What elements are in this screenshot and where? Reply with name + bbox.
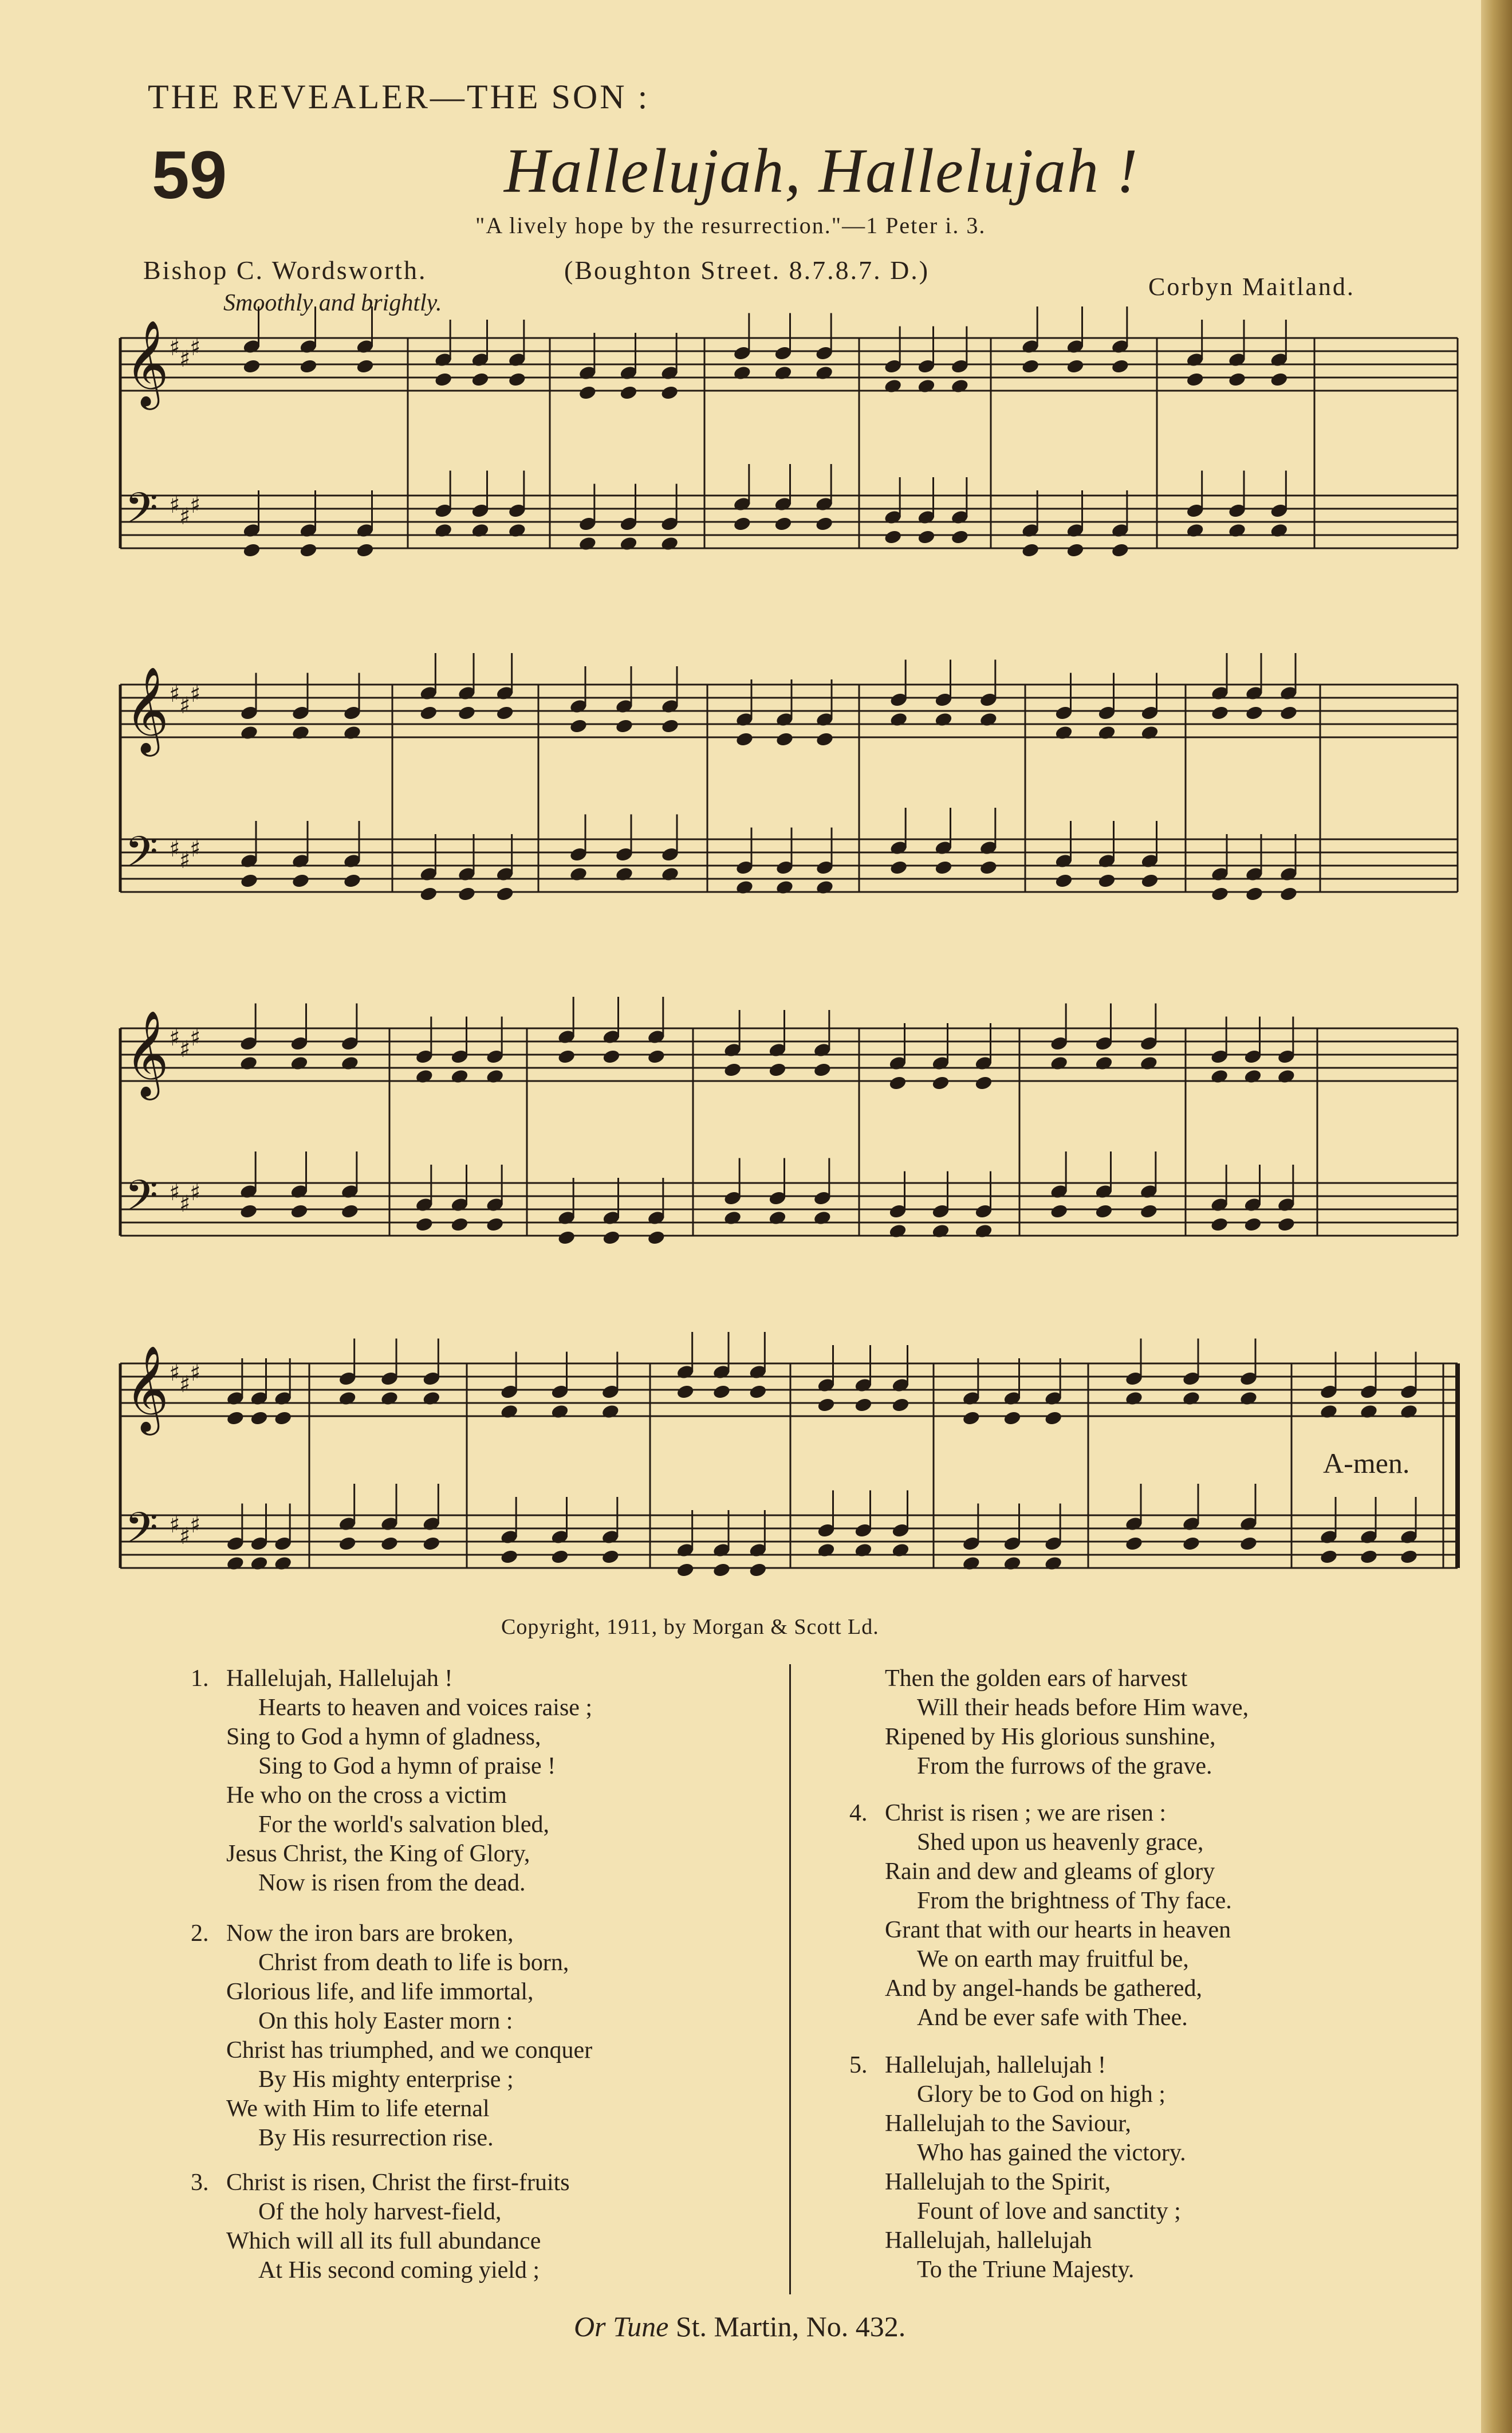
- sharp-icon: ♯: [169, 681, 180, 708]
- note-head: [723, 1062, 742, 1078]
- bass-clef-icon: 𝄢: [125, 1171, 158, 1231]
- sharp-icon: ♯: [179, 346, 191, 372]
- sharp-icon: ♯: [179, 847, 191, 874]
- verse-number: 5.: [849, 2052, 868, 2078]
- verse-line: Now is risen from the dead.: [258, 1870, 526, 1896]
- section-title: THE REVEALER—THE SON :: [148, 78, 650, 116]
- sharp-icon: ♯: [190, 1025, 201, 1051]
- note-head: [602, 1048, 621, 1064]
- note-head: [619, 384, 638, 400]
- note-head: [239, 1055, 258, 1071]
- tune-name: (Boughton Street. 8.7.8.7. D.): [564, 256, 930, 285]
- note-head: [1003, 1555, 1022, 1571]
- sharp-icon: ♯: [169, 836, 180, 862]
- note-head: [250, 1410, 269, 1426]
- note-head: [660, 384, 679, 400]
- bass-clef-icon: 𝄢: [125, 827, 158, 887]
- verse-3-continued: [885, 1664, 1249, 1781]
- note-head: [578, 384, 597, 400]
- note-head: [486, 1068, 505, 1084]
- note-head: [601, 1548, 620, 1565]
- note-head: [290, 1203, 309, 1219]
- verse-line: Sing to God a hymn of gladness,: [226, 1724, 541, 1750]
- note-head: [1050, 1055, 1069, 1071]
- note-head: [1054, 725, 1073, 741]
- sharp-icon: ♯: [169, 1512, 180, 1538]
- verse-line: Sing to God a hymn of praise !: [258, 1753, 556, 1779]
- verse-line: Christ is risen, Christ the first-fruits: [226, 2169, 570, 2196]
- note-head: [507, 522, 526, 539]
- note-head: [884, 529, 903, 545]
- note-head: [1359, 1548, 1378, 1565]
- sharp-icon: ♯: [169, 1025, 180, 1051]
- note-head: [471, 371, 490, 387]
- sharp-icon: ♯: [179, 1036, 191, 1063]
- note-head: [1140, 872, 1159, 889]
- note-head: [979, 712, 998, 728]
- sharp-icon: ♯: [169, 335, 180, 361]
- note-head: [712, 1383, 731, 1400]
- verse-line: Hearts to heaven and voices raise ;: [258, 1695, 593, 1721]
- note-head: [415, 1216, 434, 1232]
- note-head: [723, 1210, 742, 1226]
- sharp-icon: ♯: [179, 693, 191, 719]
- note-head: [735, 879, 754, 895]
- note-head: [1227, 371, 1246, 387]
- treble-clef-icon: 𝄞: [125, 319, 169, 406]
- note-head: [419, 886, 438, 902]
- verse-line: Grant that with our hearts in heaven: [885, 1917, 1231, 1943]
- sharp-icon: ♯: [190, 492, 201, 518]
- note-head: [495, 886, 514, 902]
- verse-line: Glory be to God on high ;: [917, 2081, 1166, 2108]
- note-head: [250, 1555, 269, 1571]
- note-head: [615, 866, 633, 882]
- note-head: [569, 866, 588, 882]
- note-head: [422, 1390, 441, 1406]
- treble-clef-icon: 𝄞: [125, 1009, 169, 1096]
- column-divider: [789, 1664, 791, 2294]
- sharp-icon: ♯: [179, 504, 191, 530]
- verse-line: At His second coming yield ;: [258, 2257, 540, 2283]
- note-head: [615, 718, 633, 734]
- note-head: [1279, 886, 1298, 902]
- sharp-icon: ♯: [190, 681, 201, 708]
- note-head: [974, 1075, 993, 1091]
- note-head: [340, 1203, 359, 1219]
- note-head: [768, 1062, 787, 1078]
- note-head: [1210, 1216, 1229, 1232]
- note-head: [1319, 1404, 1338, 1420]
- note-head: [1139, 1055, 1158, 1071]
- note-head: [1097, 725, 1116, 741]
- verse-line: Hallelujah to the Spirit,: [885, 2169, 1111, 2195]
- note-head: [578, 536, 597, 552]
- verse-line: By His mighty enterprise ;: [258, 2066, 514, 2093]
- note-head: [602, 1229, 621, 1245]
- note-head: [1139, 1203, 1158, 1219]
- note-head: [450, 1216, 469, 1232]
- note-head: [1210, 1068, 1229, 1084]
- verse-number: 3.: [191, 2169, 209, 2196]
- verse-line: Then the golden ears of harvest: [885, 1665, 1188, 1692]
- sharp-icon: ♯: [190, 1360, 201, 1386]
- verse-number: 2.: [191, 1920, 209, 1947]
- note-head: [274, 1410, 293, 1426]
- note-head: [415, 1068, 434, 1084]
- note-head: [1182, 1390, 1200, 1406]
- note-head: [1277, 1216, 1296, 1232]
- note-head: [974, 1223, 993, 1239]
- note-head: [1279, 705, 1298, 721]
- verse-line: Jesus Christ, the King of Glory,: [226, 1841, 530, 1867]
- verse-5: [849, 2051, 1186, 2285]
- amen-text: A-men.: [1323, 1447, 1410, 1479]
- composer: Corbyn Maitland.: [1148, 273, 1355, 301]
- verse-line: And by angel-hands be gathered,: [885, 1975, 1202, 2002]
- verse-3: [191, 2168, 570, 2285]
- note-head: [380, 1535, 399, 1551]
- verse-line: Fount of love and sanctity ;: [917, 2198, 1181, 2224]
- verse-line: We with Him to life eternal: [226, 2096, 490, 2122]
- verse-line: Hallelujah, hallelujah: [885, 2227, 1092, 2254]
- note-head: [338, 1390, 357, 1406]
- verse-line: Of the holy harvest-field,: [258, 2199, 502, 2225]
- note-head: [239, 725, 258, 741]
- verse-line: Hallelujah to the Saviour,: [885, 2110, 1131, 2137]
- verse-number: 1.: [191, 1665, 209, 1692]
- note-head: [712, 1562, 731, 1578]
- note-head: [226, 1555, 245, 1571]
- sharp-icon: ♯: [190, 836, 201, 862]
- note-head: [1044, 1555, 1063, 1571]
- sharp-icon: ♯: [179, 1523, 191, 1550]
- note-head: [891, 1397, 910, 1413]
- verse-line: Will their heads before Him wave,: [917, 1695, 1249, 1721]
- note-head: [676, 1562, 695, 1578]
- note-head: [815, 365, 834, 381]
- note-head: [1245, 705, 1263, 721]
- note-head: [1094, 1055, 1113, 1071]
- note-head: [660, 718, 679, 734]
- sharp-icon: ♯: [169, 492, 180, 518]
- note-head: [917, 529, 936, 545]
- note-head: [274, 1555, 293, 1571]
- note-head: [775, 731, 794, 747]
- note-head: [854, 1542, 873, 1558]
- note-head: [1239, 1535, 1258, 1551]
- verse-line: To the Triune Majesty.: [917, 2257, 1135, 2283]
- verse-line: Now the iron bars are broken,: [226, 1920, 514, 1947]
- alternate-tune-name: St. Martin, No. 432.: [675, 2310, 906, 2342]
- note-head: [1277, 1068, 1296, 1084]
- note-head: [1066, 542, 1085, 558]
- note-head: [854, 1397, 873, 1413]
- hymn-author: Bishop C. Wordsworth.: [143, 256, 427, 285]
- note-head: [500, 1548, 519, 1565]
- note-head: [291, 725, 310, 741]
- note-head: [1021, 542, 1040, 558]
- note-head: [1399, 1548, 1418, 1565]
- note-head: [601, 1404, 620, 1420]
- note-head: [950, 378, 969, 394]
- verse-line: Rain and dew and gleams of glory: [885, 1858, 1215, 1885]
- note-head: [290, 1055, 309, 1071]
- note-head: [419, 705, 438, 721]
- verse-2: [191, 1919, 593, 2153]
- sharp-icon: ♯: [169, 1180, 180, 1206]
- note-head: [815, 731, 834, 747]
- note-head: [1270, 522, 1289, 539]
- note-head: [1245, 886, 1263, 902]
- note-head: [775, 879, 794, 895]
- verse-line: Christ from death to life is born,: [258, 1949, 569, 1976]
- note-head: [733, 365, 751, 381]
- note-head: [500, 1404, 519, 1420]
- note-head: [962, 1555, 981, 1571]
- sharp-icon: ♯: [190, 1512, 201, 1538]
- note-head: [1210, 705, 1229, 721]
- note-head: [299, 542, 318, 558]
- note-head: [813, 1210, 832, 1226]
- note-head: [774, 365, 793, 381]
- note-head: [1094, 1203, 1113, 1219]
- note-head: [768, 1210, 787, 1226]
- sharp-icon: ♯: [179, 1191, 191, 1217]
- epigraph: "A lively hope by the resurrection."—1 Peter i. 3.: [475, 213, 986, 238]
- verse-line: And be ever safe with Thee.: [917, 2004, 1188, 2031]
- note-head: [550, 1548, 569, 1565]
- note-head: [647, 1048, 666, 1064]
- verse-line: From the brightness of Thy face.: [917, 1888, 1232, 1914]
- note-head: [888, 1223, 907, 1239]
- verse-line: Christ is risen ; we are risen :: [885, 1800, 1167, 1826]
- note-head: [1050, 1203, 1069, 1219]
- verse-line: He who on the cross a victim: [226, 1782, 507, 1809]
- verse-line: Who has gained the victory.: [917, 2140, 1186, 2166]
- note-head: [1270, 371, 1289, 387]
- note-head: [550, 1404, 569, 1420]
- note-head: [1021, 358, 1040, 374]
- note-head: [356, 358, 375, 374]
- verse-line: We on earth may fruitful be,: [917, 1946, 1189, 1972]
- note-head: [291, 872, 310, 889]
- note-head: [239, 872, 258, 889]
- note-head: [338, 1535, 357, 1551]
- note-head: [931, 1075, 950, 1091]
- note-head: [889, 712, 908, 728]
- hymn-number: 59: [152, 137, 227, 213]
- verse-number: 4.: [849, 1800, 868, 1826]
- note-head: [434, 371, 453, 387]
- note-head: [1182, 1535, 1200, 1551]
- note-head: [749, 1562, 767, 1578]
- note-head: [1239, 1390, 1258, 1406]
- note-head: [891, 1542, 910, 1558]
- verse-line: Hallelujah, hallelujah !: [885, 2052, 1107, 2078]
- verse-line: For the world's salvation bled,: [258, 1811, 549, 1838]
- note-head: [1044, 1410, 1063, 1426]
- note-head: [1054, 872, 1073, 889]
- note-head: [1097, 872, 1116, 889]
- note-head: [1359, 1404, 1378, 1420]
- verse-line: Hallelujah, Hallelujah !: [226, 1665, 453, 1692]
- note-head: [676, 1383, 695, 1400]
- note-head: [1124, 1535, 1143, 1551]
- note-head: [557, 1048, 576, 1064]
- verse-line: Which will all its full abundance: [226, 2228, 541, 2254]
- note-head: [299, 358, 318, 374]
- note-head: [495, 705, 514, 721]
- note-head: [660, 536, 679, 552]
- note-head: [934, 859, 953, 875]
- note-head: [774, 516, 793, 532]
- note-head: [733, 516, 751, 532]
- note-head: [1003, 1410, 1022, 1426]
- note-head: [340, 1055, 359, 1071]
- copyright: Copyright, 1911, by Morgan & Scott Ld.: [501, 1615, 879, 1639]
- sharp-icon: ♯: [179, 1371, 191, 1398]
- verse-4: [849, 1799, 1232, 2033]
- tempo-marking: Smoothly and brightly.: [223, 290, 442, 316]
- note-head: [660, 866, 679, 882]
- note-head: [226, 1410, 245, 1426]
- note-head: [1111, 358, 1129, 374]
- verse-line: Ripened by His glorious sunshine,: [885, 1724, 1216, 1750]
- note-head: [380, 1390, 399, 1406]
- note-head: [1243, 1216, 1262, 1232]
- note-head: [962, 1410, 981, 1426]
- note-head: [813, 1062, 832, 1078]
- note-head: [884, 378, 903, 394]
- note-head: [817, 1542, 836, 1558]
- note-head: [1124, 1390, 1143, 1406]
- note-head: [647, 1229, 666, 1245]
- verse-1: [191, 1664, 593, 1898]
- sharp-icon: ♯: [190, 1180, 201, 1206]
- note-head: [917, 378, 936, 394]
- note-head: [817, 1397, 836, 1413]
- note-head: [934, 712, 953, 728]
- note-head: [1111, 542, 1129, 558]
- note-head: [239, 1203, 258, 1219]
- verse-line: Christ has triumphed, and we conquer: [226, 2037, 593, 2063]
- note-head: [457, 886, 476, 902]
- bass-clef-icon: 𝄢: [125, 1503, 158, 1563]
- note-head: [735, 731, 754, 747]
- note-head: [815, 879, 834, 895]
- note-head: [242, 358, 261, 374]
- note-head: [619, 536, 638, 552]
- note-head: [979, 859, 998, 875]
- note-head: [889, 859, 908, 875]
- note-head: [242, 542, 261, 558]
- sharp-icon: ♯: [169, 1360, 180, 1386]
- note-head: [1066, 358, 1085, 374]
- note-head: [950, 529, 969, 545]
- alternate-tune: [574, 2310, 905, 2343]
- alternate-tune-prefix: Or Tune: [574, 2310, 669, 2342]
- verse-line: By His resurrection rise.: [258, 2125, 494, 2151]
- note-head: [457, 705, 476, 721]
- note-head: [471, 522, 490, 539]
- note-head: [749, 1383, 767, 1400]
- note-head: [1186, 371, 1204, 387]
- note-head: [931, 1223, 950, 1239]
- note-head: [434, 522, 453, 539]
- note-head: [1399, 1404, 1418, 1420]
- verse-line: On this holy Easter morn :: [258, 2008, 513, 2034]
- note-head: [1319, 1548, 1338, 1565]
- note-head: [888, 1075, 907, 1091]
- note-head: [1243, 1068, 1262, 1084]
- note-head: [356, 542, 375, 558]
- verse-line: Shed upon us heavenly grace,: [917, 1829, 1204, 1856]
- note-head: [1186, 522, 1204, 539]
- note-head: [342, 872, 361, 889]
- treble-clef-icon: 𝄞: [125, 1345, 169, 1432]
- note-head: [450, 1068, 469, 1084]
- note-head: [422, 1535, 441, 1551]
- verse-line: Glorious life, and life immortal,: [226, 1979, 534, 2005]
- hymn-title: Hallelujah, Hallelujah !: [504, 136, 1139, 206]
- sharp-icon: ♯: [190, 335, 201, 361]
- note-head: [1140, 725, 1159, 741]
- bass-clef-icon: 𝄢: [125, 484, 158, 544]
- verse-line: From the furrows of the grave.: [917, 1753, 1212, 1779]
- treble-clef-icon: 𝄞: [125, 666, 169, 753]
- note-head: [486, 1216, 505, 1232]
- note-head: [1210, 886, 1229, 902]
- note-head: [569, 718, 588, 734]
- note-head: [815, 516, 834, 532]
- note-head: [1227, 522, 1246, 539]
- note-head: [557, 1229, 576, 1245]
- note-head: [507, 371, 526, 387]
- note-head: [342, 725, 361, 741]
